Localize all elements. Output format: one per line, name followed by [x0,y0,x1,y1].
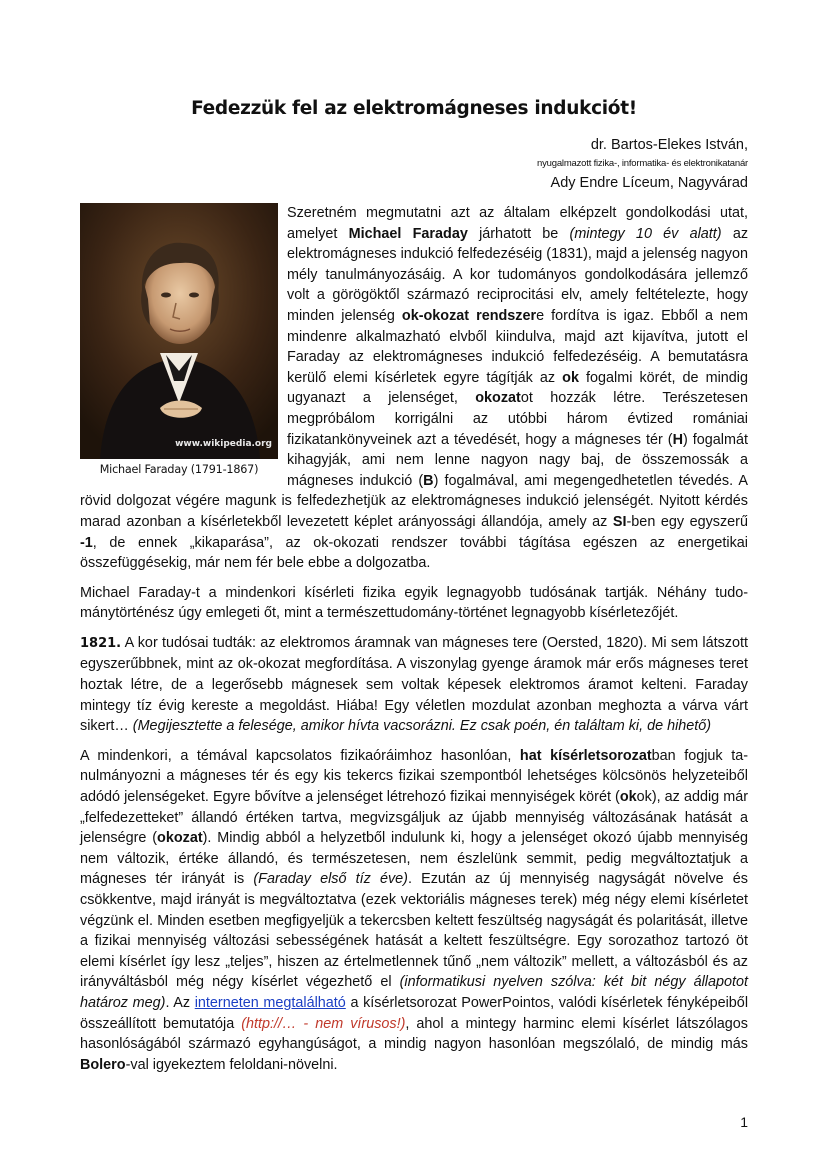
author-school: Ady Endre Líceum, Nagyvárad [550,175,748,191]
year-1821-paragraph: 1821. A kor tudósai tudták: az elektromos áramnak van mágneses tere (Oersted, 1820). Mi sem látszott egyszerűbbnek, mint az ok-okozat megfordítása. A viszonylag gyenge áramok már erős mágneses teret hoztak létre, de a legerősebb mágnesek sem voltak képesek elektromos áramot kelteni. Faraday mintegy tíz évig kereste a megoldást. Hiába! Egy véletlen mozdulat azonban meghozta a várva várt sikert… (Megijesztette a felesége, amikor hívta vacsorázni. Ez csak poén, én találtam ki, de hihető) [80,634,748,735]
year-label: 1821. [80,635,122,651]
portrait-caption: Michael Faraday (1791-1867) [99,463,259,476]
internet-link[interactable]: interneten megtalálható [194,994,346,1011]
document-title: Fedezzük fel az elektromágneses indukciót! [191,98,637,119]
faraday-portrait-image [80,203,278,459]
faraday-paragraph: Michael Faraday-t a mindenkori kísérleti fizika egyik legnagyobb tudósának tartják. Néhány tudománytörténész úgy emlegeti őt, mint a természettudomány-történet legnagyobb kísérletezőjét. [80,584,748,622]
portrait-figure [80,203,278,478]
author-name: dr. Bartos-Elekes István, [590,137,748,153]
article-body [80,203,748,1084]
url-placeholder: (http://… - nem vírusos!) [241,1015,406,1032]
intro-paragraph: Szeretném megmutatni azt az általam elképzelt gondolkodási utat, amelyet Michael Faraday járhatott be (mintegy 10 év alatt) az elektromágneses indukció felfedezéséig (1831), majd a jelenség nagyon mély tanulmányozásáig. A kor tudományos gondolkodására jellemző volt a görögöktől származó reciprocitási elv, amely feltételezte, hogy minden jelenség ok-okozat rendszere fordítva is igaz. Ebből a nem mindenre alkalmazható elvből kiindulva, majd azt kijavítva, jutott el Faraday az elektromágneses indukció felfedezéséig. A bemutatásra kerülő elemi kísérletek egyre tágítják az ok fogalmi körét, de mindig ugyanazt a jelenséget, okozatot hozzák létre. Terészetesen megpróbálom korrigálni az utóbbi három évtized romániai fizikatankönyveinek azt a tévedését, hogy a mágneses tér (H) fogalmát kihagyják, ami nem lenne nagyon nagy baj, de összemossák a mágneses indukció (B) fogalmával, ami megengedhetetlen tévedés. A rövid dolgozat végére magunk is felfedezhetjük az elektromágneses indukció jelenségét. Nyitott kérdés marad azonban a kísérletekből levezetett képlet arányossági állandója, amely az SI-ben egy egyszerű -1, de ennek „kikaparása”, az ok-okozati rendszer további tágítása egészen az energetikai összefüggésekig, már nem fér bele ebbe a dolgozatba. [80,205,749,572]
experiments-paragraph: A mindenkori, a témával kapcsolatos fizikaóráimhoz hasonlóan, hat kísérletsorozatban fogjuk tanulmányozni a mágneses tér és egy kis tekercs fizikai szempontból lehetséges kölcsönös helyzeteiből adódó jelenségeket. Egyre bővítve a jelenséget létrehozó fizikai mennyiségek körét (okok), az addig már „felfedezetteket” állandó értéken tartva, megvizsgáljuk az újabb mennyiség változásának hatását a jelenségre (okozat). Mindig abból a helyzetből indulunk ki, hogy a jelenséget okozó újabb mennyiség nem változik, értéke állandó, és természetesen, nem észlelünk semmit, pedig megváltoztatjuk a mágneses tér irányát is (Faraday első tíz éve). Ezután az új mennyiség nagyságát növelve és csökkentve, majd irányát is megváltoztatva (ezek vektoriális mágneses terek) még négy elemi kísérletet végzünk el. Minden esetben megfigyeljük a tekercsben keltett feszültség nagyságát és polaritását, illetve a fizikai mennyiség változási sebességének hatását a keltett feszültségre. Egy sorozathoz tartozó öt elemi kísérlet így lesz „teljes”, hiszen az értelmetlennek tűnő „nem változik” mellett, a változásból és az irányváltásból még négy kísérlet végezhető el (informatikusi nyelven szólva: két bit négy állapotot határoz meg). Az interneten megtalálható a kísérletsorozat PowerPointos, valódi kísérletek fényképeiből összeállított bemutatója (http://… - nem vírusos!), ahol a mintegy harminc elemi kísérlet látszólagos hasonlóságából származó egyhangúságot, a mindig nagyon hasonlóan megszólaló, de mindig más Bolero-val igyekeztem feloldani-növelni. [80,747,749,1073]
wikipedia-watermark: www.wikipedia.org [175,439,272,450]
author-role: nyugalmazott fizika-, informatika- és elektronikatanár [537,158,748,169]
page-number: 1 [740,1114,748,1130]
